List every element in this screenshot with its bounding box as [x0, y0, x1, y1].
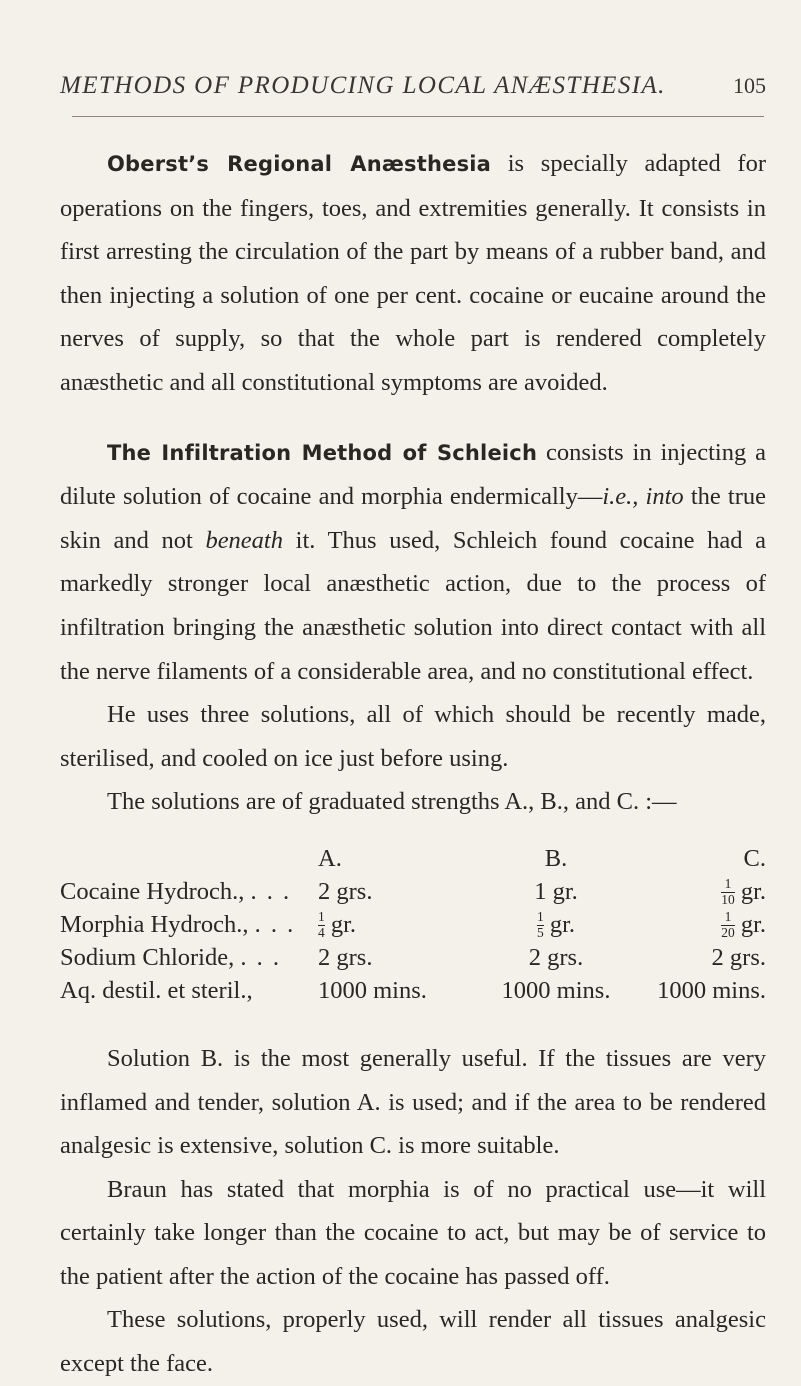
paragraph-three-solutions: He uses three solutions, all of which should be recently made, sterilised, and cooled on ice just before using. [60, 701, 766, 772]
section-lead-oberst: Oberst’s Regional Anæsthesia [107, 152, 492, 176]
paragraph-text: consists in injecting a dilute solution of cocaine and morphia endermically— [60, 438, 767, 511]
table-row [60, 941, 766, 974]
paragraph-schleich [60, 431, 766, 694]
column-header-c: C. [743, 844, 766, 872]
header-rule [72, 116, 764, 117]
solutions-table [60, 842, 766, 1007]
paragraph-oberst [60, 142, 766, 405]
paragraph-text: the true skin and not [60, 483, 766, 554]
dot-leader: . . . [254, 910, 296, 938]
row-label: Morphia Hydroch., [60, 910, 249, 938]
table-cell: 1000 mins. [501, 976, 611, 1004]
paragraph-text: is specially adapted for operations on the fingers, toes, and extremities generally. It consists in first arresting the circulation of the part by means of a rubber band, and then injecting a solution of one per cent. cocaine or eucaine around the nerves of supply, so that the whole part is rendered completely anæsthetic and all constitutional symptoms are avoided. [60, 150, 766, 396]
dot-leader: . . . [240, 943, 281, 971]
table-cell: $\frac{1}{10}$ gr. [721, 876, 766, 907]
table-row [60, 908, 766, 941]
table-row [60, 875, 766, 908]
running-title: METHODS OF PRODUCING LOCAL ANÆSTHESIA. [60, 72, 666, 99]
section-lead-schleich: The Infiltration Method of Schleich [107, 440, 538, 465]
table-cell: $\frac{1}{5}$ gr. [536, 909, 576, 940]
table-cell: 1000 mins. [318, 976, 427, 1004]
emphasis-beneath: beneath [205, 526, 283, 554]
row-label: Cocaine Hydroch., [60, 877, 245, 905]
fraction: $\frac{1}{5}$ [536, 909, 544, 940]
table-cell: 2 grs. [528, 943, 584, 971]
running-header [60, 72, 766, 100]
table-cell: 2 grs. [318, 877, 373, 905]
paragraph-braun: Braun has stated that morphia is of no practical use—it will certainly take longer than the cocaine to act, but may be of service to the patient after the action of the cocaine has passed off. [60, 1175, 766, 1290]
table-header-row [60, 842, 766, 875]
row-label: Aq. destil. et steril., [60, 976, 253, 1004]
table-cell: 1000 mins. [657, 976, 766, 1004]
emphasis-into: i.e., into [602, 483, 684, 511]
table-cell: 2 grs. [711, 943, 766, 971]
fraction: $\frac{1}{10}$ [721, 876, 735, 907]
fraction: $\frac{1}{4}$ [318, 909, 325, 940]
table-row [60, 974, 766, 1007]
page-number: 105 [733, 73, 766, 98]
paragraph-conclusion: These solutions, properly used, will render all tissues analgesic except the face. [60, 1306, 766, 1378]
column-header-b: B. [544, 844, 568, 872]
table-cell: $\frac{1}{20}$ gr. [721, 909, 766, 940]
fraction: $\frac{1}{20}$ [721, 909, 735, 940]
dot-leader: . . . [250, 877, 292, 905]
paragraph-solution-b: Solution B. is the most generally useful. If the tissues are very inflamed and tender, solution A. is used; and if the area to be rendered analgesic is extensive, solution C. is more suitable. [60, 1044, 766, 1160]
paragraph-text: it. Thus used, Schleich found cocaine had a markedly stronger local anæsthetic action, due to the process of infiltration bringing the anæsthetic solution into direct contact with all the nerve filaments of a considerable area, and no constitutional effect. [60, 526, 766, 685]
paragraph-graduated-strengths: The solutions are of graduated strengths A., B., and C. :— [107, 788, 677, 816]
row-label: Sodium Chloride, [60, 943, 235, 971]
table-cell: 2 grs. [318, 943, 373, 971]
table-cell: 1 gr. [534, 877, 578, 905]
page-body [60, 142, 766, 1386]
table-cell: $\frac{1}{4}$ gr. [318, 909, 357, 940]
column-header-a: A. [318, 844, 342, 872]
